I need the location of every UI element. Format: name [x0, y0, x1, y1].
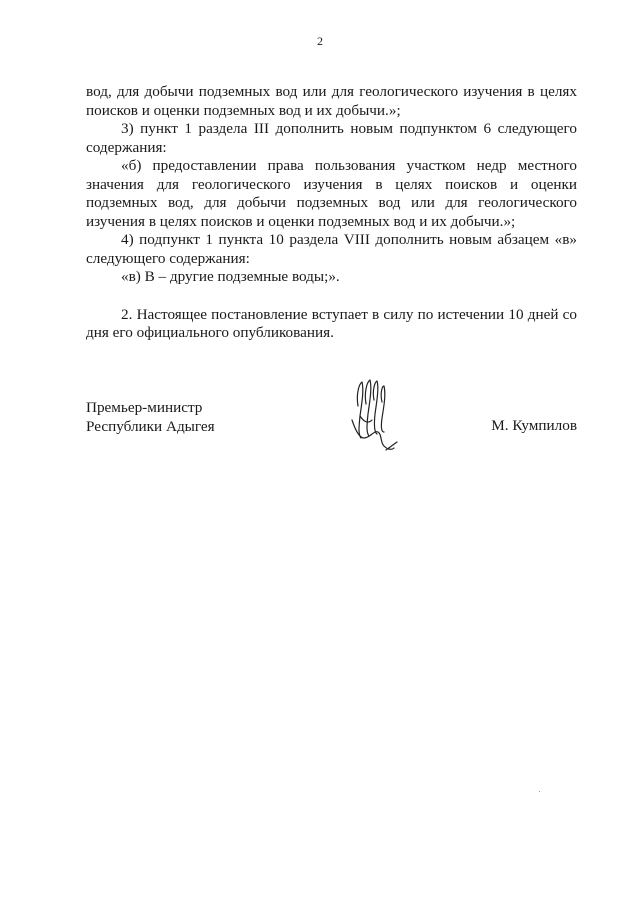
handwritten-signature [344, 376, 400, 456]
signer-title [86, 398, 215, 436]
signer-title-line-1: Премьер-министр [86, 399, 203, 416]
paragraph-subitem-v: «в) В – другие подземные воды;». [121, 268, 340, 285]
paragraph-item-3: 3) пункт 1 раздела III дополнить новым подпунктом 6 следующего содержания: [86, 120, 577, 156]
signer-name: М. Кумпилов [491, 417, 577, 434]
signature-block [86, 398, 577, 478]
paragraph-continuation: вод, для добычи подземных вод или для геологического изучения в целях поисков и оценки подземных вод и их добычи.»; [86, 83, 577, 119]
scan-speck [539, 791, 540, 792]
paragraph-subitem-b: «б) предоставлении права пользования участком недр местного значения для геологического изучения в целях поисков и оценки подземных вод, для добычи подземных вод или для геологического изучения в целях поисков и оценки подземных вод и их добычи.»; [86, 157, 577, 230]
page-number: 2 [317, 34, 323, 48]
document-body [86, 83, 577, 343]
paragraph-item-4: 4) подпункт 1 пункта 10 раздела VIII дополнить новым абзацем «в» следующего содержания: [86, 231, 577, 267]
paragraph-clause-2: 2. Настоящее постановление вступает в силу по истечении 10 дней со дня его официального опубликования. [86, 305, 577, 341]
signer-title-line-2: Республики Адыгея [86, 418, 215, 435]
